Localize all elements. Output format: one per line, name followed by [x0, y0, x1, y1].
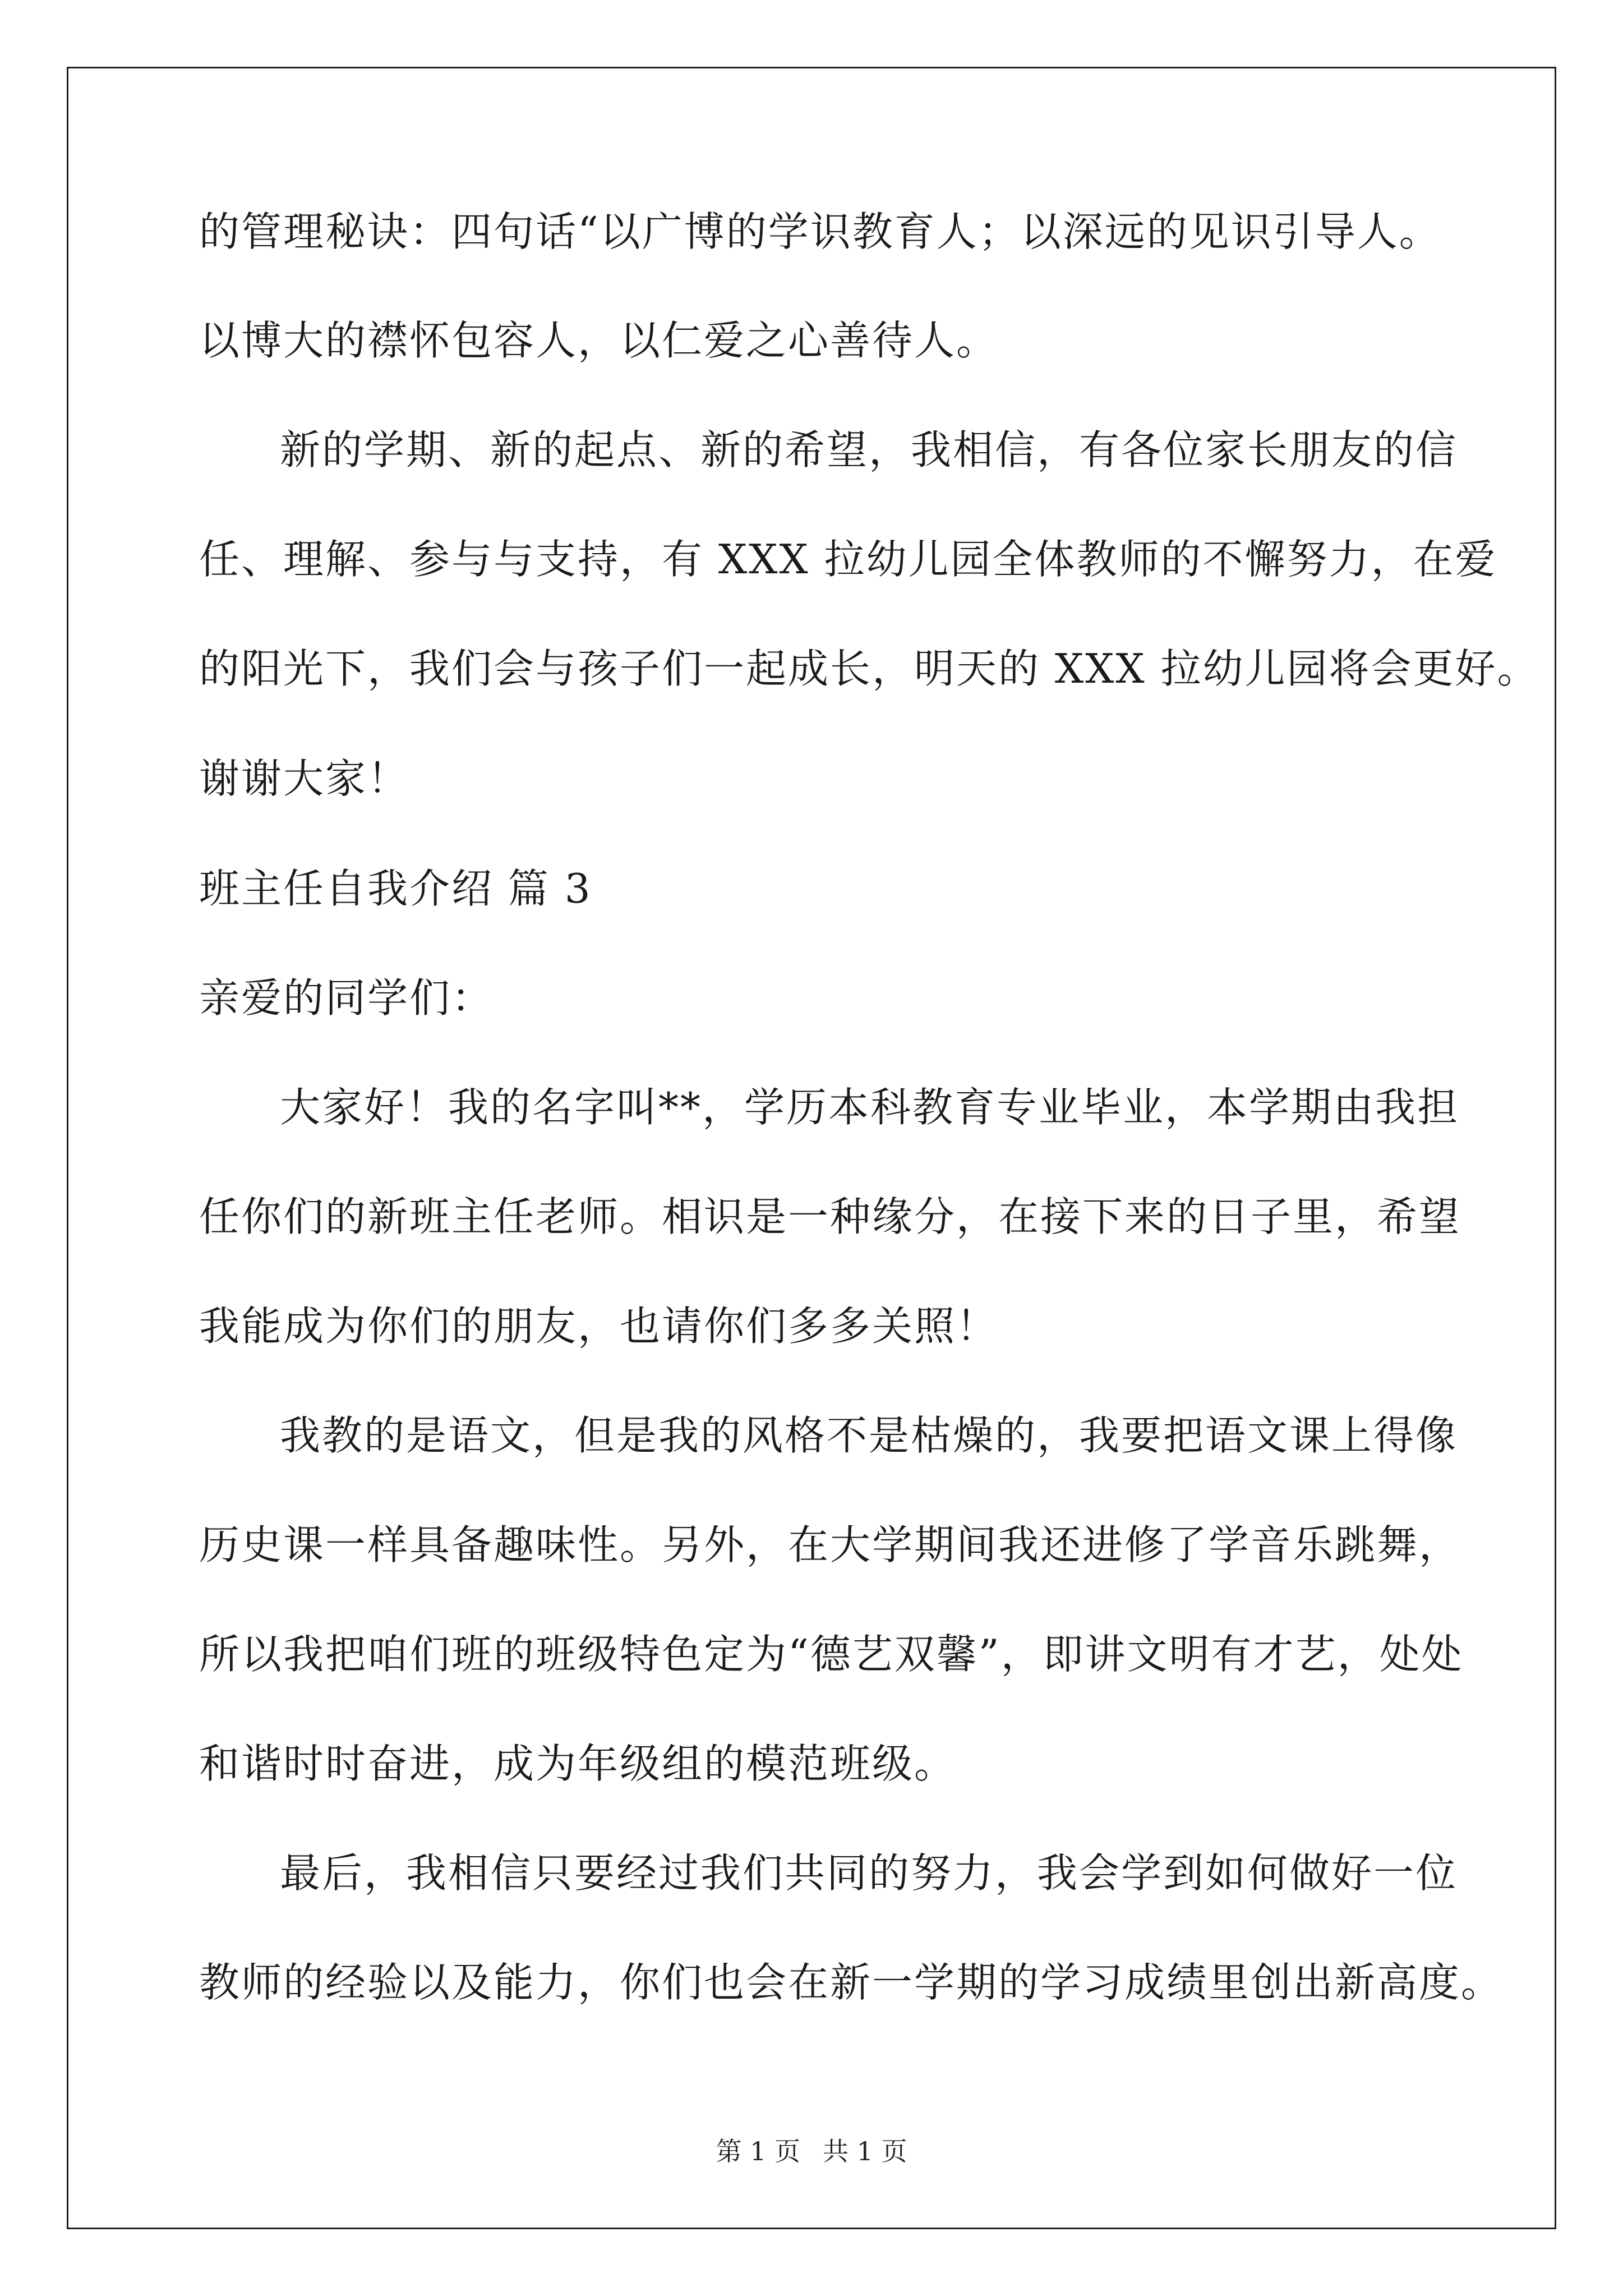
page-total: 共 1 页: [823, 2136, 907, 2166]
page-border: [67, 67, 1556, 2229]
paragraph-start-line: 新的学期、新的起点、新的希望，我相信，有各位家长朋友的信: [280, 426, 1458, 473]
text-line: 历史课一样具备趣味性。另外，在大学期间我还进修了学音乐跳舞，: [199, 1521, 1461, 1568]
paragraph-start-line: 我教的是语文，但是我的风格不是枯燥的，我要把语文课上得像: [280, 1412, 1458, 1459]
text-line: 的管理秘诀：四句话“以广博的学识教育人；以深远的见识引导人。: [199, 208, 1441, 255]
text-line: 我能成为你们的朋友，也请你们多多关照！: [199, 1303, 999, 1350]
text-line: 的阳光下，我们会与孩子们一起成长，明天的 XXX 拉幼儿园将会更好。: [199, 645, 1539, 692]
text-line: 教师的经验以及能力，你们也会在新一学期的学习成绩里创出新高度。: [199, 1959, 1504, 2006]
text-line: 以博大的襟怀包容人，以仁爱之心善待人。: [199, 317, 999, 364]
text-line: 谢谢大家！: [199, 755, 410, 802]
paragraph-start-line: 最后，我相信只要经过我们共同的努力，我会学到如何做好一位: [280, 1849, 1458, 1897]
text-line: 所以我把咱们班的班级特色定为“德艺双馨”，即讲文明有才艺，处处: [199, 1631, 1464, 1678]
page-footer: [0, 2134, 1623, 2168]
paragraph-start-line: 大家好！我的名字叫**，学历本科教育专业毕业，本学期由我担: [280, 1084, 1460, 1131]
page-number: 第 1 页: [716, 2136, 800, 2166]
section-heading: 班主任自我介绍 篇 3: [199, 865, 592, 912]
text-line: 任你们的新班主任老师。相识是一种缘分，在接下来的日子里，希望: [199, 1193, 1461, 1240]
text-line: 任、理解、参与与支持，有 XXX 拉幼儿园全体教师的不懈努力，在爱: [199, 536, 1497, 583]
text-line: 和谐时时奋进，成为年级组的模范班级。: [199, 1740, 957, 1787]
salutation: 亲爱的同学们：: [199, 974, 494, 1022]
